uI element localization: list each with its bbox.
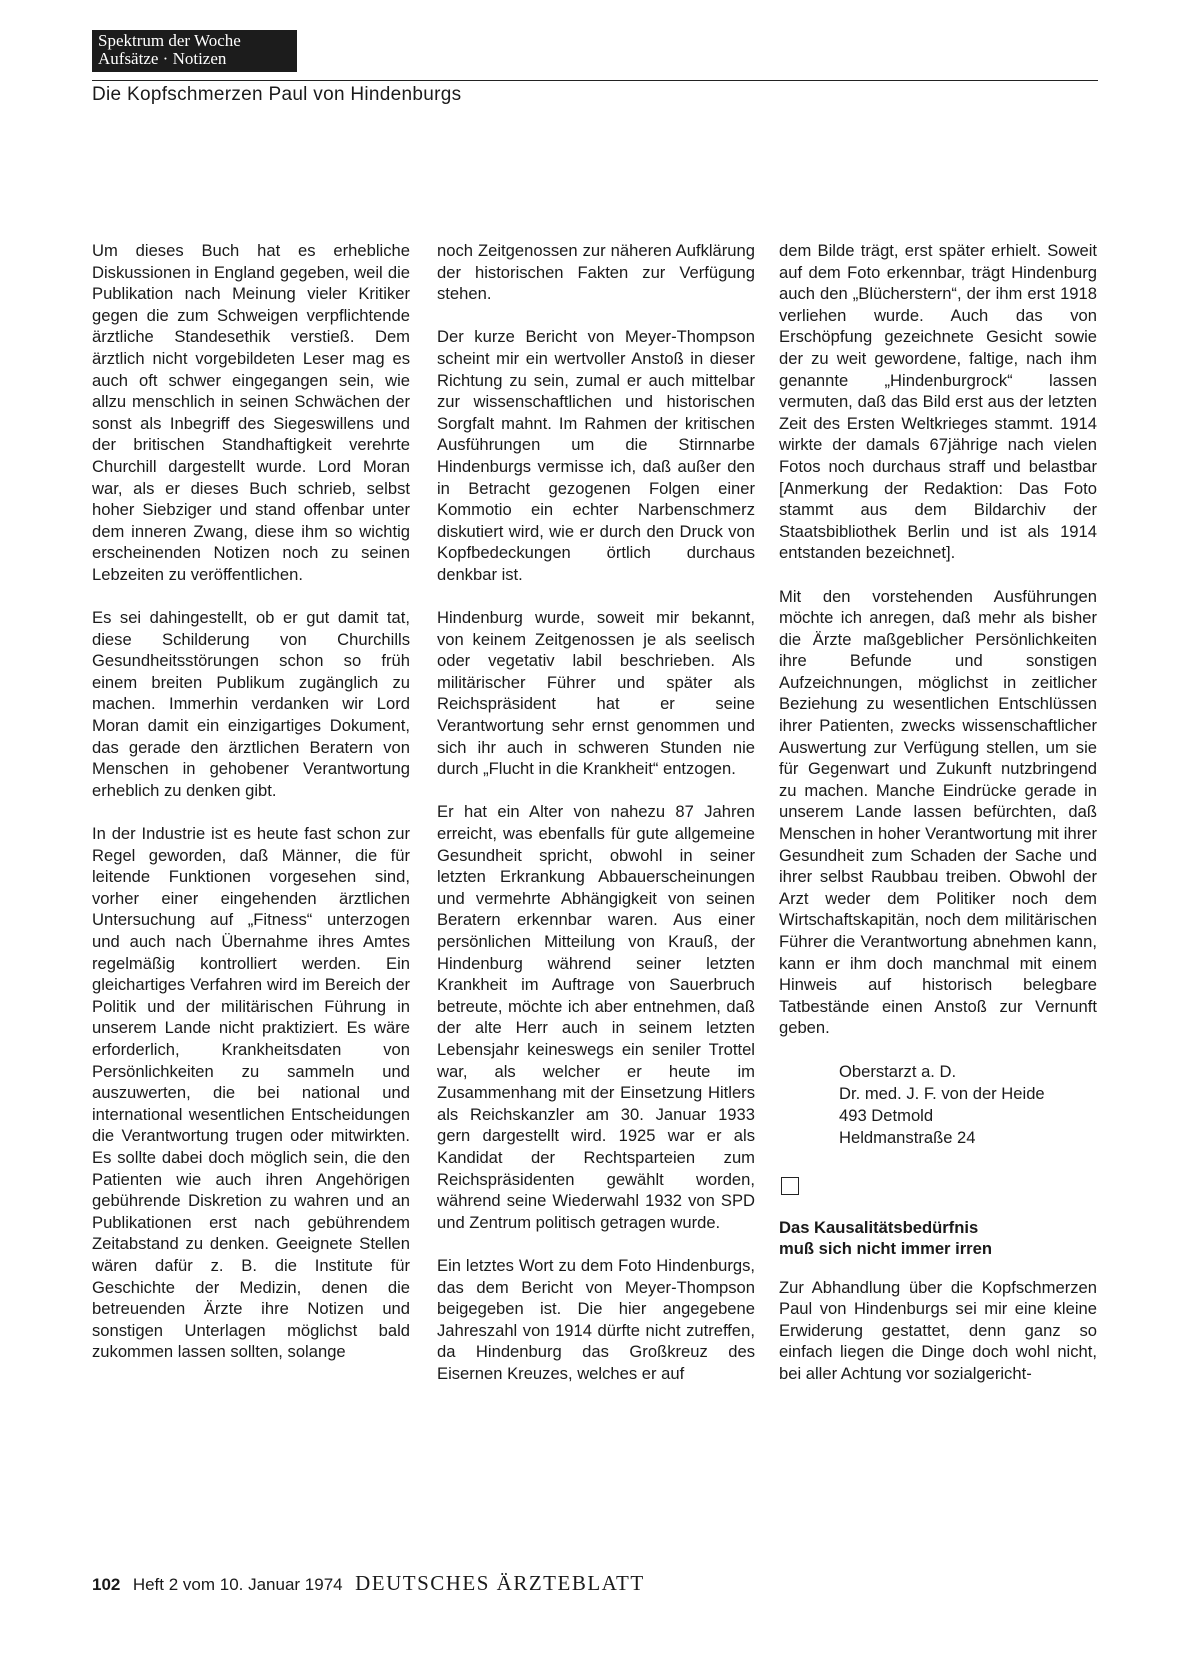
article-title: Die Kopfschmerzen Paul von Hindenburgs — [92, 84, 462, 105]
signature-rank: Oberstarzt a. D. — [839, 1061, 957, 1081]
section-label-line2: Aufsätze · Notizen — [98, 49, 227, 68]
subheading-line1: Das Kausalitätsbedürfnis — [779, 1217, 979, 1237]
paragraph: Um dieses Buch hat es erhebliche Diskussionen in England gegeben, weil die Publikation nach Meinung vieler Kritiker gegen die zum Schweigen verpflichtende ärztliche Standesethik verstieß. Dem ärztlich nicht vorgebildeten Leser mag es auch oft schwer eingegangen sein, wie allzu menschlich in seinen Schwächen der sonst als Inbegriff des Siegeswillens und der britischen Standhaftigkeit verehrte Churchill dargestellt wurde. Lord Moran war, als er dieses Buch schrieb, selbst hoher Siebziger und stand offenbar unter dem inneren Zwang, diese ihm so wichtig erscheinenden Notizen noch zu seinen Lebzeiten zu veröffentlichen. — [92, 241, 410, 584]
signature-name: Dr. med. J. F. von der Heide — [839, 1083, 1045, 1103]
paragraph: Der kurze Bericht von Meyer-Thompson scheint mir ein wertvoller Anstoß in dieser Richtung zu sein, zumal er auch mittelbar zur wissenschaftlichen und historischen Sorgfalt mahnt. Im Rahmen der kritischen Ausführungen um die Stirnnarbe Hindenburgs vermisse ich, daß außer den in Betracht gezogenen Folgen einer Kommotio ein echter Narbenschmerz diskutiert wird, wie er durch den Druck von Kopfbedeckungen örtlich durchaus denkbar ist. — [437, 327, 755, 584]
paragraph: dem Bilde trägt, erst später erhielt. Soweit auf dem Foto erkennbar, trägt Hindenburg auch den „Blücherstern“, der ihm erst 1918 verliehen wurde. Auch das von Erschöpfung gezeichnete Gesicht sowie der zu weit gewordene, faltige, nach ihm genannte „Hindenburgrock“ lassen vermuten, daß das Bild erst aus der letzten Zeit des Ersten Weltkrieges stammt. 1914 wirkte der damals 67jährige nach vielen Fotos noch durchaus straff und belastbar [Anmerkung der Redaktion: Das Foto stammt aus dem Bildarchiv der Staatsbibliothek Berlin und ist als 1914 entstanden bezeichnet]. — [779, 241, 1097, 563]
header-rule — [92, 80, 1098, 81]
paragraph: Hindenburg wurde, soweit mir bekannt, von keinem Zeitgenossen je als seelisch oder vegetativ labil beschrieben. Als militärischer Führer und später als Reichspräsident hat er seine Verantwortung sehr ernst genommen und sich ihr auch in schweren Stunden nie durch „Flucht in die Krankheit“ entzogen. — [437, 608, 755, 779]
page-number: 102 — [92, 1575, 121, 1594]
paragraph: Er hat ein Alter von nahezu 87 Jahren erreicht, was ebenfalls für gute allgemeine Gesundheit spricht, obwohl in seiner letzten Erkrankung Abbauerscheinungen und vermehrte Abhängigkeit von seinen Beratern erkennbar waren. Aus einer persönlichen Mitteilung von Krauß, der Hindenburg während seiner letzten Krankheit im Auftrage von Sauerbruch betreute, möchte ich aber entnehmen, daß der alte Herr auch in seinem letzten Lebensjahr keineswegs ein seniler Trottel war, als welcher er heute im Zusammenhang mit der Einsetzung Hitlers als Reichskanzler am 30. Januar 1933 gern dargestellt wird. 1925 war er als Kandidat der Rechtsparteien zum Reichspräsidenten gewählt worden, während seine Wiederwahl 1932 von SPD und Zentrum politisch getragen wurde. — [437, 802, 755, 1232]
paragraph: Zur Abhandlung über die Kopfschmerzen Paul von Hindenburgs sei mir eine kleine Erwiderung gestattet, denn ganz so einfach liegen die Dinge doch wohl nicht, bei aller Achtung vor sozialgericht- — [779, 1277, 1097, 1383]
journal-name: DEUTSCHES ÄRZTEBLATT — [355, 1571, 645, 1595]
author-signature — [839, 1061, 1097, 1149]
page-footer — [92, 1571, 645, 1596]
letter-subheading — [779, 1217, 1097, 1259]
text-column-2 — [437, 240, 755, 1406]
signature-city: 493 Detmold — [839, 1105, 934, 1125]
paragraph: Es sei dahingestellt, ob er gut damit tat, diese Schilderung von Churchills Gesundheitsstörungen schon so früh einem breiten Publikum zugänglich zu machen. Immerhin verdanken wir Lord Moran damit ein einzigartiges Dokument, das gerade den ärztlichen Beratern von Menschen in gehobener Verantwortung erheblich zu denken gibt. — [92, 608, 410, 800]
section-label-line1: Spektrum der Woche — [98, 31, 241, 50]
end-of-article-square — [781, 1177, 799, 1195]
paragraph: noch Zeitgenossen zur näheren Aufklärung der historischen Fakten zur Verfügung stehen. — [437, 241, 755, 304]
paragraph: In der Industrie ist es heute fast schon zur Regel geworden, daß Männer, die für leitende Funktionen vorgesehen sind, vorher einer eingehenden ärztlichen Untersuchung auf „Fitness“ unterzogen und auch nach Übernahme ihres Amtes regelmäßig kontrolliert werden. Ein gleichartiges Verfahren wird im Bereich der Politik und der militärischen Führung in unserem Lande nicht praktiziert. Es wäre erforderlich, Krankheitsdaten von Persönlichkeiten zu sammeln und auszuwerten, die bei national und international wesentlichen Entscheidungen die Verantwortung trugen oder mitwirkten. Es sollte dabei doch möglich sein, die den Patienten wie auch ihren Angehörigen gebührende Diskretion zu wahren und an Publikationen erst nach gebührendem Zeitabstand zu denken. Geeignete Stellen wären dafür z. B. die Institute für Geschichte der Medizin, denen die betreuenden Ärzte ihre Notizen und sonstigen Unterlagen möglichst bald zukommen lassen sollten, solange — [92, 824, 410, 1362]
section-label-box — [92, 30, 297, 72]
paragraph: Mit den vorstehenden Ausführungen möchte ich anregen, daß mehr als bisher die Ärzte maßgeblicher Persönlichkeiten ihre Befunde und sonstigen Aufzeichnungen, möglichst in zeitlicher Beziehung zu wesentlichen Entschlüssen ihrer Patienten, zwecks wissenschaftlicher Auswertung zur Verfügung stellen, um sie für Gegenwart und Zukunft nutzbringend zu machen. Manche Eindrücke gerade in unserem Lande lassen befürchten, daß Menschen in hoher Verantwortung mit ihrer Gesundheit zum Schaden der Sache und ihrer selbst Raubbau treiben. Obwohl der Arzt weder dem Politiker noch dem Wirtschaftskapitän, noch dem militärischen Führer die Verantwortung abnehmen kann, kann er ihm doch manchmal mit einem Hinweis auf historisch belegbare Tatbestände einen Anstoß zur Vernunft geben. — [779, 586, 1097, 1038]
text-column-1 — [92, 240, 410, 1384]
subheading-line2: muß sich nicht immer irren — [779, 1238, 993, 1258]
signature-street: Heldmanstraße 24 — [839, 1127, 976, 1147]
paragraph: Ein letztes Wort zu dem Foto Hindenburgs, das dem Bericht von Meyer-Thompson beigegeben ist. Die hier angegebene Jahreszahl von 1914 dürfte nicht zutreffen, da Hindenburg das Großkreuz des Eisernen Kreuzes, welches er auf — [437, 1255, 755, 1383]
issue-info: Heft 2 vom 10. Januar 1974 — [132, 1575, 343, 1594]
text-column-3 — [779, 240, 1097, 1406]
